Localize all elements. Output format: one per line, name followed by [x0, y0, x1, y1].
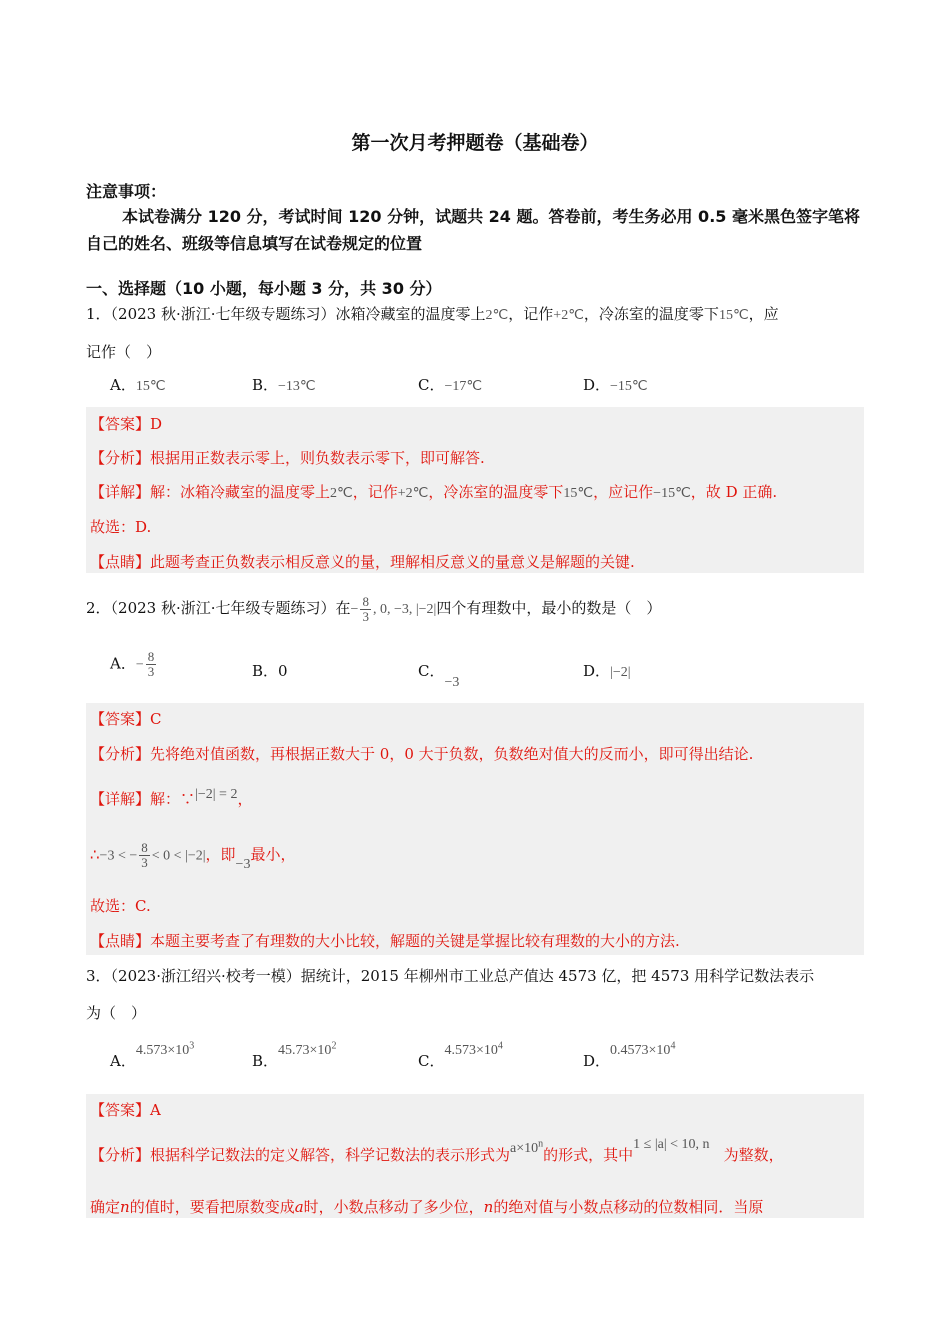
question-1 [86, 296, 866, 371]
answer-box-3 [86, 1094, 864, 1218]
comment-line: 【点睛】本题主要考查了有理数的大小比较，解题的关键是掌握比较有理数的大小的方法. [90, 932, 680, 950]
option-d[interactable]: D．−15℃ [583, 376, 648, 394]
question-3-line-1: 3．（2023·浙江绍兴·校考一模）据统计，2015 年柳州市工业总产值达 4573 亿，把 4573 用科学记数法表示 [86, 967, 815, 985]
option-a[interactable]: A．$4.573\times 10^3$ [110, 1040, 195, 1070]
analysis-line: 【分析】根据科学记数法的定义解答，科学记数法的表示形式为$a\times 10^n$的形式，其中1 ≤ |a| < 10, n为整数， [90, 1137, 784, 1164]
answer-box-2 [86, 703, 864, 955]
question-3 [86, 958, 866, 1032]
question-2-options [86, 649, 866, 692]
section-heading: 一、选择题（10 小题，每小题 3 分，共 30 分） [86, 279, 442, 298]
answer-line: 【答案】D [90, 415, 163, 433]
answer-line: 【答案】A [90, 1101, 161, 1119]
notice-heading: 注意事项： [86, 182, 167, 201]
option-b[interactable]: B．0 [252, 662, 288, 680]
option-a[interactable]: A．− $\frac{8}{3}$ [110, 649, 155, 679]
analysis-line: 【分析】根据用正数表示零上，则负数表示零下，即可解答. [90, 449, 485, 467]
notice-body: 本试卷满分 120 分，考试时间 120 分钟，试题共 24 题。答卷前，考生务必用 0.5 毫米黑色签字笔将自己的姓名、班级等信息填写在试卷规定的位置 [86, 207, 860, 253]
option-b[interactable]: B．$45.73\times 10^2$ [252, 1040, 337, 1070]
question-2: 2．（2023 秋·浙江·七年级专题练习）在− $\frac{8}{3}$ , 0, −3, |−2|四个有理数中，最小的数是（ ） [86, 593, 662, 624]
option-b[interactable]: B．−13℃ [252, 376, 316, 394]
detail-line: 【详解】解：冰箱冷藏室的温度零上2℃，记作+2℃，冷冻室的温度零下15℃，应记作−15℃，故 D 正确. [90, 483, 778, 501]
inequality-line: ∴−3 < − $\frac{8}{3}$ < 0 < |−2|，即−3最小， [90, 840, 296, 872]
choose-line: 故选：D. [90, 518, 152, 536]
detail-line: 【详解】解：∵|−2| = 2， [90, 787, 253, 808]
analysis-line-2: 确定n的值时，要看把原数变成a时，小数点移动了多少位，n的绝对值与小数点移动的位数相同．当原 [90, 1198, 764, 1216]
option-d[interactable]: D．|−2| [583, 662, 631, 680]
question-1-options [86, 374, 866, 408]
comment-line: 【点睛】此题考查正负数表示相反意义的量，理解相反意义的量意义是解题的关键. [90, 553, 635, 571]
option-c[interactable]: C．$4.573\times 10^4$ [418, 1040, 503, 1070]
question-3-options [86, 1038, 866, 1074]
option-c[interactable]: C．−3 [418, 662, 460, 690]
option-c[interactable]: C．−17℃ [418, 376, 483, 394]
question-3-line-2: 为（ ） [86, 1004, 147, 1022]
question-1-line-2: 记作（ ） [86, 343, 162, 361]
answer-box-1 [86, 407, 864, 573]
choose-line: 故选：C. [90, 897, 151, 915]
analysis-line: 【分析】先将绝对值函数，再根据正数大于 0，0 大于负数，负数绝对值大的反而小，即可得出结论. [90, 745, 754, 763]
answer-line: 【答案】C [90, 710, 162, 728]
page-title: 第一次月考押题卷（基础卷） [351, 132, 599, 154]
question-1-line-1: 1．（2023 秋·浙江·七年级专题练习）冰箱冷藏室的温度零上2℃，记作+2℃，冷冻室的温度零下15℃，应 [86, 305, 779, 323]
option-d[interactable]: D．$0.4573\times 10^4$ [583, 1040, 676, 1070]
option-a[interactable]: A．15℃ [110, 376, 166, 394]
